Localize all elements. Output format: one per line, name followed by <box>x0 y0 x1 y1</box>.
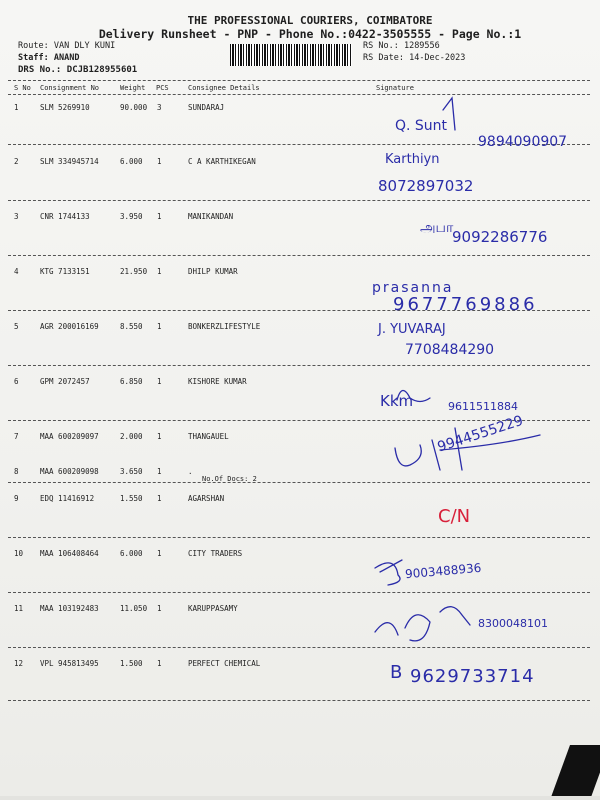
consignment-cell: MAA 106408464 <box>40 549 99 558</box>
sno-cell: 7 <box>14 432 19 441</box>
sno-cell: 8 <box>14 467 19 476</box>
signature-phone: 9003488936 <box>404 560 482 582</box>
pcs-cell: 1 <box>157 157 162 166</box>
consignment-cell: SLM 334945714 <box>40 157 99 166</box>
runsheet-subtitle: Delivery Runsheet - PNP - Phone No.:0422-3505555 - Page No.:1 <box>98 27 522 41</box>
consignment-cell: GPM 2072457 <box>40 377 90 386</box>
signature: அபா <box>420 220 454 236</box>
staff-line: Staff: ANAND <box>18 53 80 63</box>
pcs-cell: 1 <box>157 212 162 221</box>
signature-phone: 8072897032 <box>378 177 474 195</box>
signature-stroke <box>443 98 455 130</box>
weight-cell: 1.500 <box>120 659 143 668</box>
consignment-cell: EDQ 11416912 <box>40 494 95 503</box>
signature: Karthiyn <box>385 152 440 167</box>
pcs-cell: 3 <box>157 103 162 112</box>
pcs-cell: 1 <box>157 549 162 558</box>
pcs-cell: 1 <box>157 659 162 668</box>
weight-cell: 1.550 <box>120 494 143 503</box>
signature-stroke <box>395 428 540 470</box>
sno-cell: 4 <box>14 267 19 276</box>
rs-date-line: RS Date: 14-Dec-2023 <box>363 53 466 63</box>
weight-cell: 6.000 <box>120 549 143 558</box>
signature: B <box>390 662 403 683</box>
consignment-cell: MAA 600209097 <box>40 432 99 441</box>
weight-cell: 11.050 <box>120 604 148 613</box>
consignee-cell: . <box>188 467 193 476</box>
signature: Q. Sunt <box>395 118 448 134</box>
consignee-cell: PERFECT CHEMICAL <box>188 659 261 668</box>
signature-phone: 9092286776 <box>452 228 548 246</box>
sno-cell: 5 <box>14 322 19 331</box>
signature-stroke <box>375 607 470 641</box>
col-consignee: Consignee Details <box>188 84 260 92</box>
weight-cell: 8.550 <box>120 322 143 331</box>
consignment-cell: AGR 200016169 <box>40 322 99 331</box>
route-line: Route: VAN DLY KUNI <box>18 41 116 51</box>
consignee-cell: SUNDARAJ <box>188 103 225 112</box>
sno-cell: 9 <box>14 494 19 503</box>
signature-stroke <box>397 390 430 401</box>
weight-cell: 6.000 <box>120 157 143 166</box>
pcs-cell: 1 <box>157 604 162 613</box>
signature-phone: 9944555229 <box>435 412 526 456</box>
signature-phone: 9629733714 <box>410 666 535 687</box>
weight-cell: 21.950 <box>120 267 148 276</box>
consignee-cell: KARUPPASAMY <box>188 604 238 613</box>
weight-cell: 6.850 <box>120 377 143 386</box>
pcs-cell: 1 <box>157 432 162 441</box>
signature: Kkm <box>380 392 414 410</box>
no-of-docs: No.Of Docs: 2 <box>202 475 257 483</box>
signature: C/N <box>438 506 471 527</box>
consignee-cell: BONKERZLIFESTYLE <box>188 322 261 331</box>
signature-phone: 9677769886 <box>393 294 538 315</box>
sno-cell: 3 <box>14 212 19 221</box>
signature-phone: 8300048101 <box>478 617 548 630</box>
consignment-cell: SLM 5269910 <box>40 103 90 112</box>
sno-cell: 10 <box>14 549 24 558</box>
company-title: THE PROFESSIONAL COURIERS, COIMBATORE <box>187 14 433 27</box>
pcs-cell: 1 <box>157 467 162 476</box>
consignment-cell: VPL 945813495 <box>40 659 99 668</box>
signature-phone: 9611511884 <box>448 400 518 413</box>
consignee-cell: AGARSHAN <box>188 494 225 503</box>
pcs-cell: 1 <box>157 377 162 386</box>
sno-cell: 12 <box>14 659 24 668</box>
signature: J. YUVARAJ <box>378 322 446 337</box>
weight-cell: 3.950 <box>120 212 143 221</box>
signature: prasanna <box>372 280 454 296</box>
consignment-cell: CNR 1744133 <box>40 212 90 221</box>
col-signature: Signature <box>376 84 414 92</box>
consignment-cell: MAA 103192483 <box>40 604 99 613</box>
col-consignment: Consignment No <box>40 84 100 92</box>
sno-cell: 1 <box>14 103 19 112</box>
sno-cell: 6 <box>14 377 19 386</box>
sno-cell: 2 <box>14 157 19 166</box>
col-weight: Weight <box>120 84 146 92</box>
scan-edge <box>0 796 600 800</box>
col-sno: S No <box>14 84 31 92</box>
weight-cell: 3.650 <box>120 467 143 476</box>
consignee-cell: DHILP KUMAR <box>188 267 238 276</box>
signature-stroke <box>375 560 402 585</box>
consignment-cell: KTG 7133151 <box>40 267 90 276</box>
pcs-cell: 1 <box>157 322 162 331</box>
pcs-cell: 1 <box>157 494 162 503</box>
consignee-cell: MANIKANDAN <box>188 212 234 221</box>
signature-phone: 9894090907 <box>478 134 568 150</box>
consignee-cell: THANGAUEL <box>188 432 229 441</box>
signature-phone: 7708484290 <box>405 342 495 358</box>
consignee-cell: CITY TRADERS <box>188 549 243 558</box>
consignee-cell: KISHORE KUMAR <box>188 377 247 386</box>
sno-cell: 11 <box>14 604 24 613</box>
rs-no-line: RS No.: 1289556 <box>363 41 440 51</box>
consignee-cell: C A KARTHIKEGAN <box>188 157 256 166</box>
drs-line: DRS No.: DCJB128955601 <box>18 65 138 75</box>
consignment-cell: MAA 600209098 <box>40 467 99 476</box>
pcs-cell: 1 <box>157 267 162 276</box>
col-pcs: PCS <box>156 84 169 92</box>
weight-cell: 2.000 <box>120 432 143 441</box>
weight-cell: 90.000 <box>120 103 148 112</box>
